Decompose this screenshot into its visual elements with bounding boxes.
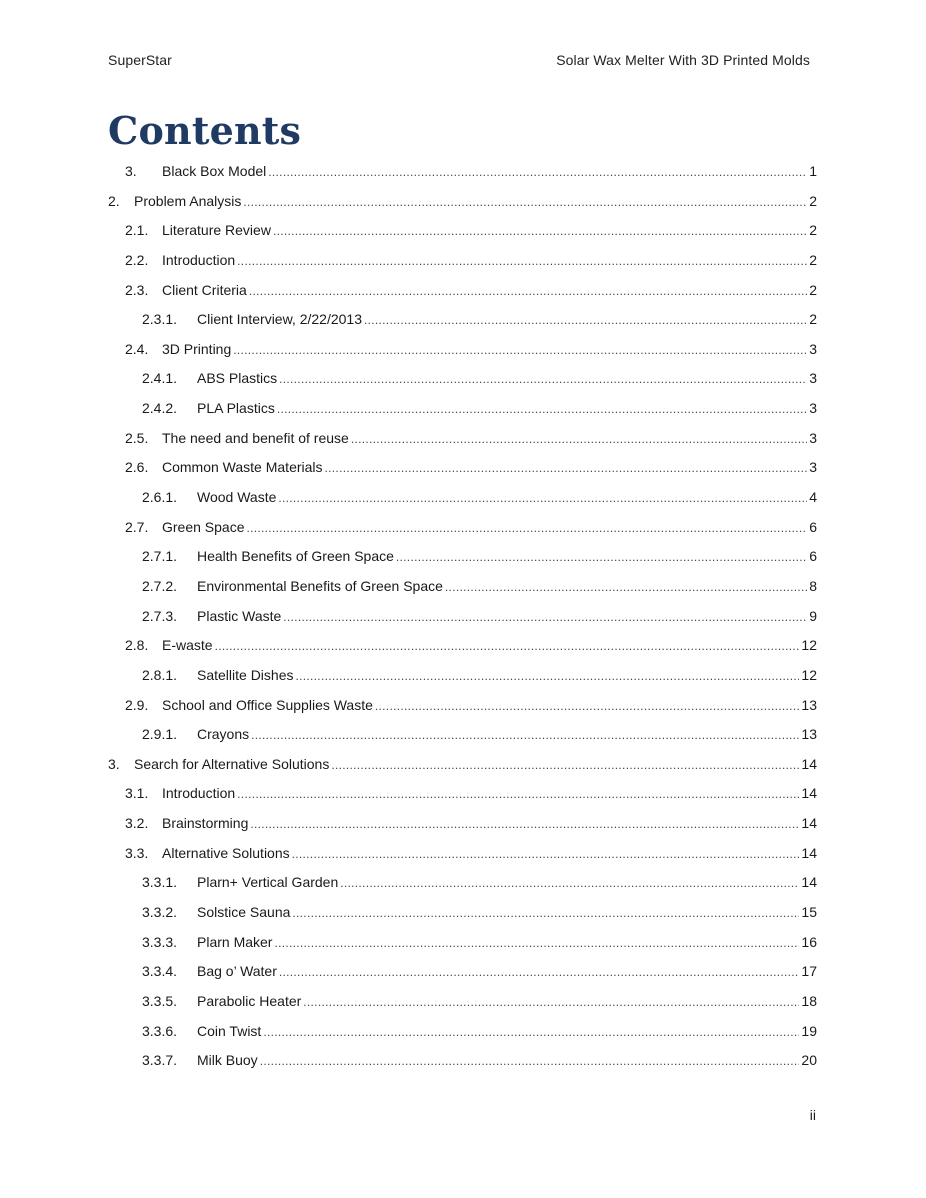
toc-dot-leader xyxy=(325,454,808,484)
table-of-contents xyxy=(108,157,817,1076)
toc-dot-leader xyxy=(250,810,799,840)
toc-entry-label: Plastic Waste xyxy=(197,607,282,624)
toc-entry-number: 3.3.5. xyxy=(142,992,178,1009)
toc-dot-leader xyxy=(283,603,807,633)
toc-entry-page: 15 xyxy=(801,904,817,921)
toc-entry-number: 2.3.1. xyxy=(142,311,178,328)
toc-entry-page: 18 xyxy=(801,992,817,1009)
toc-entry-number: 3.3.6. xyxy=(142,1022,178,1039)
toc-entry[interactable] xyxy=(108,335,817,365)
toc-dot-leader xyxy=(260,1047,800,1077)
contents-title: Contents xyxy=(108,108,302,153)
toc-entry[interactable] xyxy=(108,809,817,839)
toc-entry-label: Satellite Dishes xyxy=(197,666,294,683)
toc-entry-label: Plarn+ Vertical Garden xyxy=(197,874,339,891)
toc-entry[interactable] xyxy=(108,898,817,928)
toc-entry[interactable] xyxy=(108,839,817,869)
toc-entry[interactable] xyxy=(108,305,817,335)
toc-entry-label: Introduction xyxy=(162,251,236,268)
toc-dot-leader xyxy=(233,336,807,366)
toc-entry-label: Brainstorming xyxy=(162,815,249,832)
toc-entry-number: 3.3.3. xyxy=(142,933,178,950)
running-header-right: Solar Wax Melter With 3D Printed Molds xyxy=(556,52,810,68)
toc-entry-number: 2.9.1. xyxy=(142,726,178,743)
toc-entry[interactable] xyxy=(108,779,817,809)
toc-entry-label: Solstice Sauna xyxy=(197,904,291,921)
toc-entry-page: 3 xyxy=(809,459,817,476)
toc-entry[interactable] xyxy=(108,691,817,721)
toc-entry-number: 2.4.1. xyxy=(142,370,178,387)
toc-entry-page: 20 xyxy=(801,1052,817,1069)
toc-entry-page: 9 xyxy=(809,607,817,624)
toc-entry-label: Plarn Maker xyxy=(197,933,273,950)
toc-entry-label: Coin Twist xyxy=(197,1022,262,1039)
toc-dot-leader xyxy=(279,958,800,988)
toc-dot-leader xyxy=(268,158,807,188)
toc-entry[interactable] xyxy=(108,157,817,187)
toc-dot-leader xyxy=(445,573,807,603)
toc-entry-number: 2. xyxy=(108,192,120,209)
toc-entry-page: 4 xyxy=(809,489,817,506)
toc-entry-label: Health Benefits of Green Space xyxy=(197,548,394,565)
toc-entry-label: Green Space xyxy=(162,518,245,535)
toc-entry-page: 2 xyxy=(809,251,817,268)
toc-entry-number: 3.3.4. xyxy=(142,963,178,980)
toc-entry[interactable] xyxy=(108,246,817,276)
toc-entry-number: 2.4. xyxy=(125,340,149,357)
toc-entry-number: 2.7.3. xyxy=(142,607,178,624)
toc-entry-page: 2 xyxy=(809,192,817,209)
page-number: ii xyxy=(809,1107,816,1123)
toc-entry-label: Client Criteria xyxy=(162,281,247,298)
toc-entry-label: Client Interview, 2/22/2013 xyxy=(197,311,362,328)
toc-entry-label: Search for Alternative Solutions xyxy=(134,755,330,772)
toc-entry-page: 8 xyxy=(809,577,817,594)
toc-entry-page: 14 xyxy=(801,755,817,772)
toc-entry-page: 14 xyxy=(801,844,817,861)
toc-dot-leader xyxy=(375,692,800,722)
toc-entry-number: 2.7. xyxy=(125,518,149,535)
toc-entry[interactable] xyxy=(108,1046,817,1076)
toc-entry-label: Crayons xyxy=(197,726,250,743)
toc-entry-label: E-waste xyxy=(162,637,213,654)
toc-entry[interactable] xyxy=(108,957,817,987)
toc-entry-number: 2.9. xyxy=(125,696,149,713)
toc-entry-label: 3D Printing xyxy=(162,340,232,357)
toc-entry[interactable] xyxy=(108,216,817,246)
toc-entry-page: 12 xyxy=(801,666,817,683)
toc-entry-label: Wood Waste xyxy=(197,489,277,506)
toc-entry-number: 3.3. xyxy=(125,844,149,861)
toc-dot-leader xyxy=(249,277,807,307)
toc-entry[interactable] xyxy=(108,602,817,632)
toc-entry-label: Black Box Model xyxy=(162,163,267,179)
toc-entry[interactable] xyxy=(108,187,817,217)
toc-dot-leader xyxy=(292,899,799,929)
toc-entry-page: 3 xyxy=(809,370,817,387)
toc-entry-number: 2.8. xyxy=(125,637,149,654)
toc-entry-page: 17 xyxy=(801,963,817,980)
toc-dot-leader xyxy=(251,721,799,751)
toc-dot-leader xyxy=(237,780,799,810)
toc-entry[interactable] xyxy=(108,720,817,750)
toc-entry-page: 14 xyxy=(801,874,817,891)
toc-entry-number: 2.8.1. xyxy=(142,666,178,683)
toc-entry-number: 2.3. xyxy=(125,281,149,298)
toc-entry-page: 13 xyxy=(801,696,817,713)
toc-entry-label: PLA Plastics xyxy=(197,400,275,417)
toc-entry-page: 1 xyxy=(809,163,817,179)
toc-dot-leader xyxy=(292,840,800,870)
toc-entry-page: 16 xyxy=(801,933,817,950)
toc-entry-number: 3.3.2. xyxy=(142,904,178,921)
toc-entry-page: 2 xyxy=(809,281,817,298)
toc-entry-page: 3 xyxy=(809,400,817,417)
toc-entry-label: Introduction xyxy=(162,785,236,802)
toc-entry-page: 2 xyxy=(809,311,817,328)
toc-entry-number: 2.6. xyxy=(125,459,149,476)
toc-entry-number: 2.7.2. xyxy=(142,577,178,594)
toc-entry-number: 3.3.1. xyxy=(142,874,178,891)
toc-entry-number: 2.5. xyxy=(125,429,149,446)
toc-dot-leader xyxy=(237,247,807,277)
toc-entry-number: 2.4.2. xyxy=(142,400,178,417)
toc-entry[interactable] xyxy=(108,750,817,780)
toc-entry-page: 2 xyxy=(809,222,817,239)
toc-entry-label: ABS Plastics xyxy=(197,370,278,387)
toc-entry-page: 12 xyxy=(801,637,817,654)
toc-dot-leader xyxy=(351,425,807,455)
toc-entry-number: 3.1. xyxy=(125,785,149,802)
toc-entry-page: 6 xyxy=(809,548,817,565)
toc-entry-label: Literature Review xyxy=(162,222,271,239)
toc-entry-number: 2.6.1. xyxy=(142,489,178,506)
toc-entry-number: 3.2. xyxy=(125,815,149,832)
toc-entry[interactable] xyxy=(108,542,817,572)
toc-entry-page: 3 xyxy=(809,340,817,357)
toc-entry-label: Parabolic Heater xyxy=(197,992,302,1009)
toc-entry[interactable] xyxy=(108,513,817,543)
toc-entry-label: Problem Analysis xyxy=(134,192,242,209)
toc-dot-leader xyxy=(215,632,800,662)
toc-entry[interactable] xyxy=(108,1017,817,1047)
toc-entry-number: 2.7.1. xyxy=(142,548,178,565)
toc-entry[interactable] xyxy=(108,572,817,602)
toc-dot-leader xyxy=(296,662,800,692)
toc-dot-leader xyxy=(340,869,799,899)
toc-entry-label: Common Waste Materials xyxy=(162,459,323,476)
toc-dot-leader xyxy=(278,484,807,514)
toc-entry-page: 6 xyxy=(809,518,817,535)
toc-dot-leader xyxy=(396,543,807,573)
toc-entry-page: 14 xyxy=(801,785,817,802)
toc-entry-page: 19 xyxy=(801,1022,817,1039)
toc-entry[interactable] xyxy=(108,661,817,691)
toc-dot-leader xyxy=(273,217,807,247)
toc-entry[interactable] xyxy=(108,987,817,1017)
toc-dot-leader xyxy=(263,1018,799,1048)
toc-dot-leader xyxy=(274,929,799,959)
toc-entry-label: Environmental Benefits of Green Space xyxy=(197,577,443,594)
toc-entry-page: 14 xyxy=(801,815,817,832)
toc-entry[interactable] xyxy=(108,276,817,306)
toc-dot-leader xyxy=(247,514,808,544)
toc-entry-label: Milk Buoy xyxy=(197,1052,258,1069)
toc-entry-page: 13 xyxy=(801,726,817,743)
toc-entry-page: 3 xyxy=(809,429,817,446)
toc-entry[interactable] xyxy=(108,453,817,483)
toc-dot-leader xyxy=(243,188,807,218)
toc-entry[interactable] xyxy=(108,483,817,513)
toc-entry-number: 2.1. xyxy=(125,222,149,239)
toc-entry[interactable] xyxy=(108,631,817,661)
toc-entry-number: 3. xyxy=(108,755,120,772)
toc-entry[interactable] xyxy=(108,364,817,394)
toc-entry[interactable] xyxy=(108,868,817,898)
toc-entry-number: 2.2. xyxy=(125,251,149,268)
toc-dot-leader xyxy=(279,365,807,395)
toc-entry-label: School and Office Supplies Waste xyxy=(162,696,373,713)
toc-entry-number: 3. xyxy=(125,163,137,179)
running-header-left: SuperStar xyxy=(108,52,172,68)
toc-dot-leader xyxy=(364,306,807,336)
toc-entry[interactable] xyxy=(108,394,817,424)
toc-entry-label: The need and benefit of reuse xyxy=(162,429,349,446)
toc-entry[interactable] xyxy=(108,424,817,454)
toc-entry-number: 3.3.7. xyxy=(142,1052,178,1069)
toc-entry-label: Alternative Solutions xyxy=(162,844,290,861)
toc-dot-leader xyxy=(277,395,807,425)
toc-entry[interactable] xyxy=(108,928,817,958)
toc-dot-leader xyxy=(303,988,799,1018)
toc-dot-leader xyxy=(331,751,799,781)
toc-entry-label: Bag o’ Water xyxy=(197,963,277,980)
